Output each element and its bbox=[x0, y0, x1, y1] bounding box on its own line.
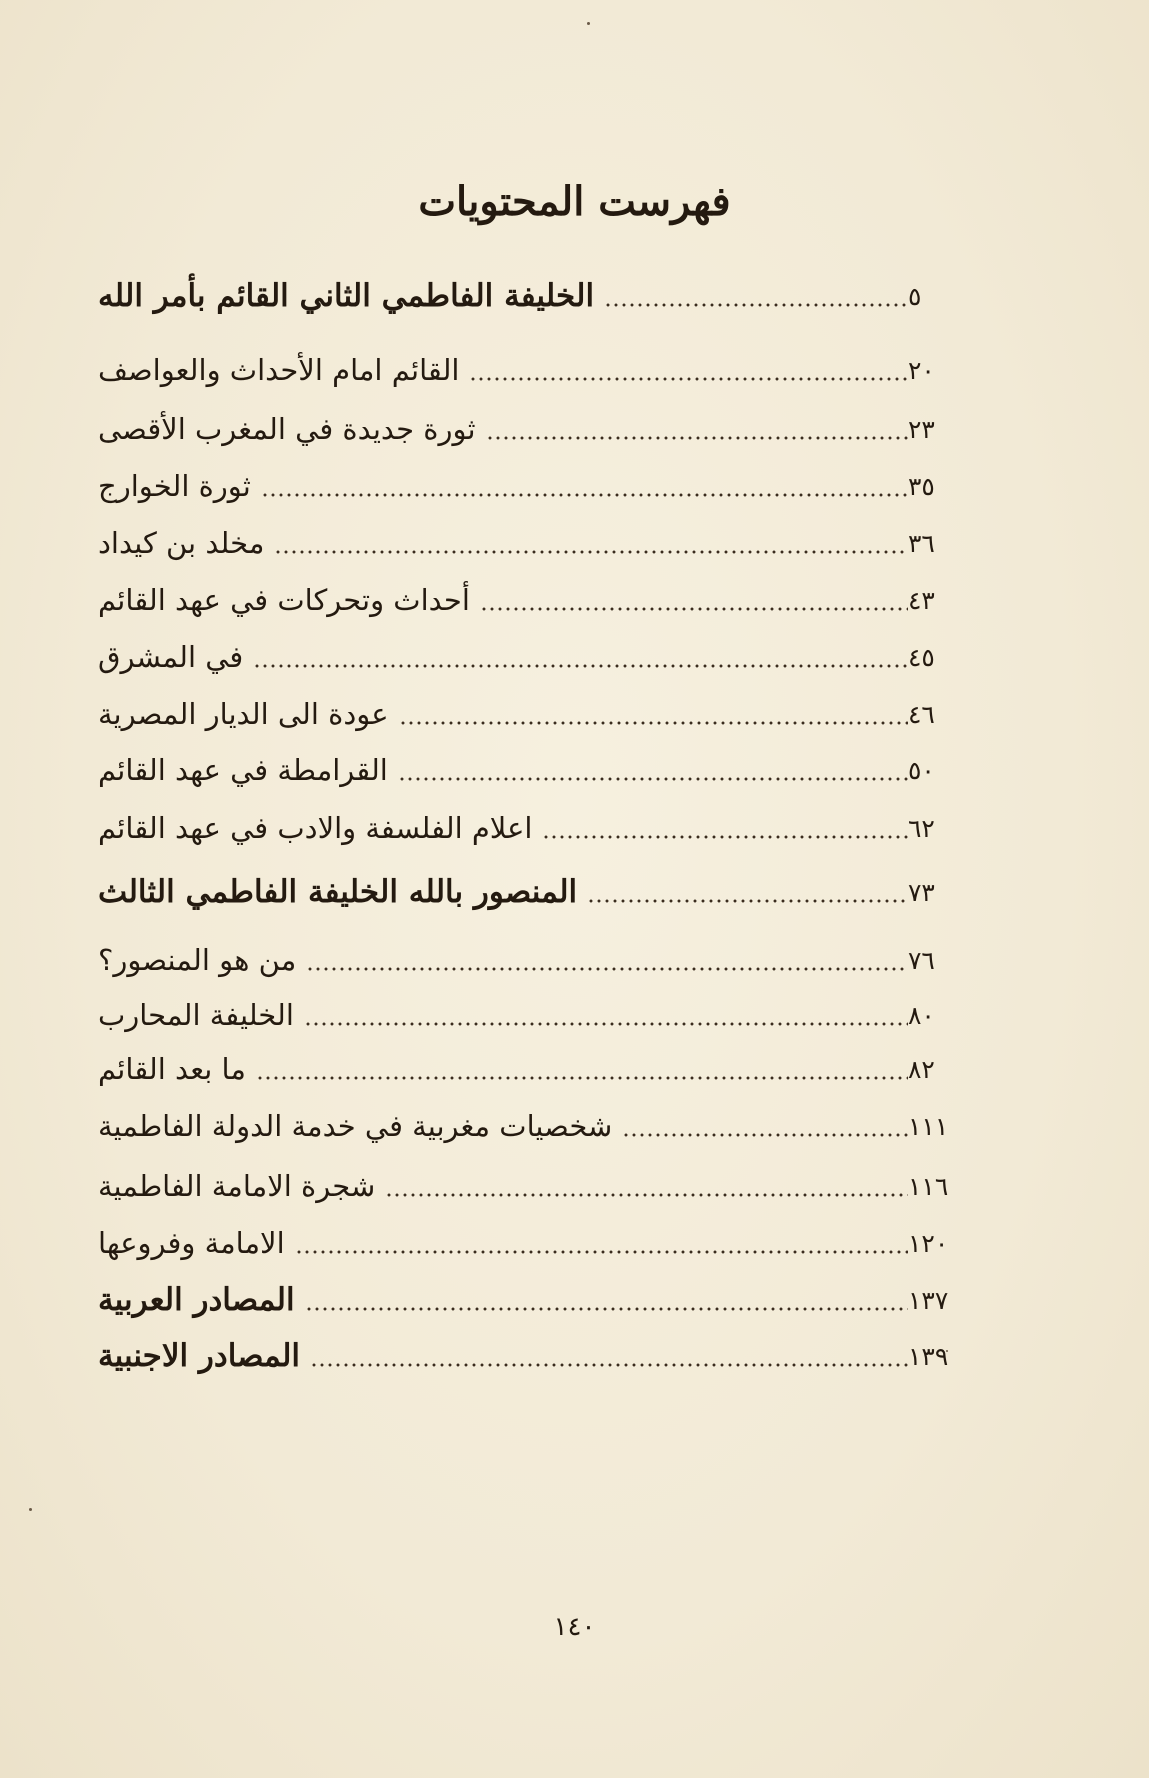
dot-leader bbox=[399, 721, 908, 725]
toc-entry bbox=[86, 686, 966, 742]
toc-entry-title: ثورة جديدة في المغرب الأقصى bbox=[98, 412, 476, 446]
toc-entry-page: ٤٥ bbox=[908, 642, 935, 672]
toc-entry-title: ما بعد القائم bbox=[98, 1052, 246, 1086]
dot-leader bbox=[310, 1363, 908, 1367]
toc-entry-page: ١١٦ bbox=[908, 1171, 949, 1201]
toc-entry bbox=[86, 515, 966, 571]
toc-entry-title: اعلام الفلسفة والادب في عهد القائم bbox=[98, 811, 533, 845]
toc-entry bbox=[86, 458, 966, 514]
toc-entry-title: من هو المنصور؟ bbox=[98, 943, 297, 977]
toc-entry-page: ١٣٩ bbox=[908, 1341, 949, 1371]
dot-leader bbox=[306, 967, 908, 971]
dot-leader bbox=[398, 777, 908, 781]
toc-entry-page: ٤٦ bbox=[908, 699, 935, 729]
dot-leader bbox=[480, 607, 908, 611]
dot-leader bbox=[385, 1193, 908, 1197]
dot-leader bbox=[587, 899, 908, 903]
dot-leader bbox=[295, 1250, 908, 1254]
dot-leader bbox=[274, 550, 908, 554]
toc-entry-title: المصادر العربية bbox=[98, 1282, 295, 1318]
dot-leader bbox=[542, 835, 908, 839]
toc-entry bbox=[86, 800, 966, 856]
toc-entry bbox=[86, 864, 966, 920]
toc-entry-title: المصادر الاجنبية bbox=[98, 1338, 301, 1374]
toc-entry-page: ٣٥ bbox=[908, 471, 935, 501]
toc-entry-title: القرامطة في عهد القائم bbox=[98, 753, 388, 787]
toc-entry-page: ١١١ bbox=[908, 1111, 949, 1141]
toc-entry-title: الامامة وفروعها bbox=[98, 1226, 285, 1260]
toc-entry bbox=[86, 742, 966, 798]
toc-entry bbox=[86, 342, 966, 398]
toc-entry-title: مخلد بن كيداد bbox=[98, 526, 265, 560]
toc-entry-page: ٨٢ bbox=[908, 1054, 935, 1084]
toc-entry bbox=[86, 572, 966, 628]
dot-leader bbox=[261, 493, 908, 497]
toc-entry-page: ٦٢ bbox=[908, 813, 935, 843]
toc-entry-page: ٣٦ bbox=[908, 528, 935, 558]
toc-entry-page: ٥ bbox=[908, 281, 922, 311]
toc-entry-page: ٤٣ bbox=[908, 585, 935, 615]
toc-entry bbox=[86, 1215, 966, 1271]
toc-entry-title: أحداث وتحركات في عهد القائم bbox=[98, 583, 470, 617]
toc-entry-title: ثورة الخوارج bbox=[98, 469, 251, 503]
toc-entry bbox=[86, 401, 966, 457]
dot-leader bbox=[253, 664, 908, 668]
toc-entry-title: المنصور بالله الخليفة الفاطمي الثالث bbox=[98, 874, 578, 910]
toc-entry-page: ٧٣ bbox=[908, 877, 935, 907]
toc-entry-title: الخليفة المحارب bbox=[98, 998, 294, 1032]
toc-entry bbox=[86, 1098, 966, 1154]
page-number: ١٤٠ bbox=[553, 1612, 596, 1642]
toc-entry bbox=[86, 1272, 966, 1328]
toc-entry-title: شجرة الامامة الفاطمية bbox=[98, 1169, 376, 1203]
toc-entry bbox=[86, 932, 966, 988]
toc-entry-title: القائم امام الأحداث والعواصف bbox=[98, 353, 460, 387]
dot-leader bbox=[305, 1307, 908, 1311]
toc-entry-title: شخصيات مغربية في خدمة الدولة الفاطمية bbox=[98, 1109, 613, 1143]
toc-entry-page: ٨٠ bbox=[908, 1000, 935, 1030]
dot-leader bbox=[304, 1022, 908, 1026]
toc-entry-title: الخليفة الفاطمي الثاني القائم بأمر الله bbox=[98, 278, 595, 314]
dot-leader bbox=[622, 1133, 908, 1137]
toc-entry bbox=[86, 629, 966, 685]
toc-entry bbox=[86, 1158, 966, 1214]
dot-leader bbox=[486, 436, 908, 440]
toc-entry bbox=[86, 268, 966, 324]
dot-leader bbox=[604, 303, 908, 307]
toc-entry bbox=[86, 987, 966, 1043]
toc-entry bbox=[86, 1328, 966, 1384]
toc-entry-page: ٢٣ bbox=[908, 414, 935, 444]
toc-entry-title: عودة الى الديار المصرية bbox=[98, 697, 389, 731]
toc-entry-page: ٥٠ bbox=[908, 755, 935, 785]
dot-leader bbox=[469, 377, 908, 381]
toc-entry-page: ١٣٧ bbox=[908, 1285, 949, 1315]
page-title: فهرست المحتويات bbox=[418, 178, 731, 225]
toc-entry-page: ٢٠ bbox=[908, 355, 935, 385]
toc-entry bbox=[86, 1041, 966, 1097]
toc-entry-title: في المشرق bbox=[98, 640, 244, 674]
toc-entry-page: ٧٦ bbox=[908, 945, 935, 975]
toc-entry-page: ١٢٠ bbox=[908, 1228, 949, 1258]
dot-leader bbox=[256, 1076, 908, 1080]
